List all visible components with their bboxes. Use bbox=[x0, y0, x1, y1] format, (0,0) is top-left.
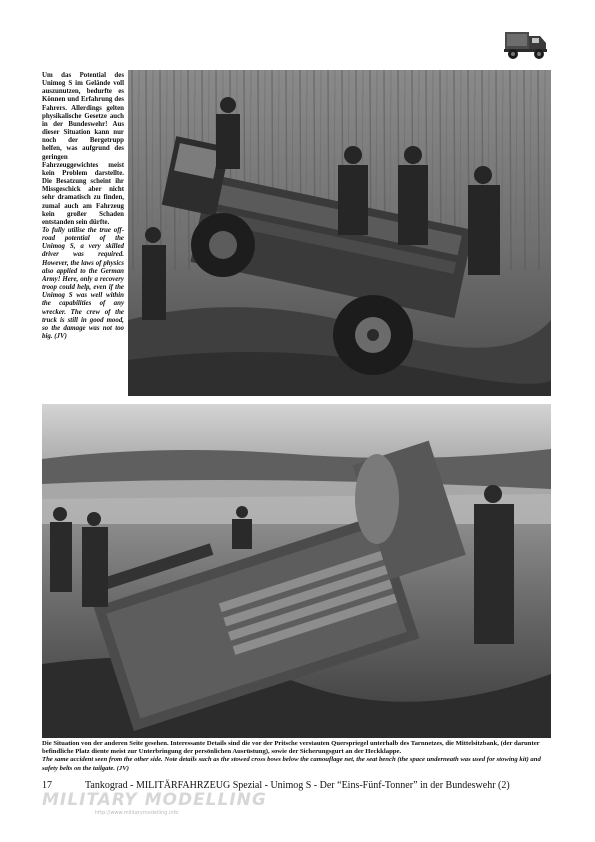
watermark: MILITARY MODELLING bbox=[42, 790, 267, 810]
unimog-truck-icon bbox=[503, 27, 549, 61]
watermark-url: http://www.militarymodelling.info bbox=[95, 810, 179, 816]
side-caption-english: To fully utilise the true off-road potential of the Unimog S, a very skilled driver was required. However, the laws of physics also applied to the German Army! Here, only a recovery troop could help, even if the Unimog S was well within the capabilities of any wrecker. The crew of the truck is still in good mood, so the damage was not too big. (JV) bbox=[42, 226, 124, 340]
side-caption-german: Um das Potential des Unimog S im Gelände voll auszunutzen, bedurfte es Können und Erfahrung des Fahrers. Allerdings gelten physikalische Gesetze auch in der Bundeswehr! Aus dieser Situation kann nur noch der Bergetrupp helfen, was aufgrund des geringen Fahrzeuggewichtes meist kein Problem darstellte. Die Besatzung scheint ihr Missgeschick aber nicht sehr dramatisch zu finden, zumal auch am Fahrzeug kein großer Schaden entstanden sein dürfte. bbox=[42, 72, 124, 226]
bottom-caption-german: Die Situation von der anderen Seite gesehen. Interessante Details sind die vor der Pritsche verstauten Querspriegel unterhalb des Tarnnetzes, die Mittelsitzbank, (der darunter befindliche Platz diente meist zur Unterbringung der persönlichen Ausrüstung), sowie der Sicherungsgurt an der Heckklappe. bbox=[42, 740, 540, 756]
photo-truck-tipped-soldiers-pushing bbox=[128, 70, 551, 396]
page-number: 17 bbox=[42, 780, 52, 791]
bottom-caption-english: The same accident seen from the other side. Note details such as the stowed cross bows below the camouflage net, the seat bench (the space underneath was used for stowing kit) and safety belts on the tailgate. (JV) bbox=[42, 756, 541, 772]
bottom-caption bbox=[42, 740, 552, 773]
side-caption bbox=[42, 72, 124, 341]
photo-truck-other-side bbox=[42, 404, 551, 738]
running-title: Tankograd - MILITÄRFAHRZEUG Spezial - Unimog S - Der “Eins-Fünf-Tonner” in der Bundeswehr (2) bbox=[85, 780, 510, 791]
